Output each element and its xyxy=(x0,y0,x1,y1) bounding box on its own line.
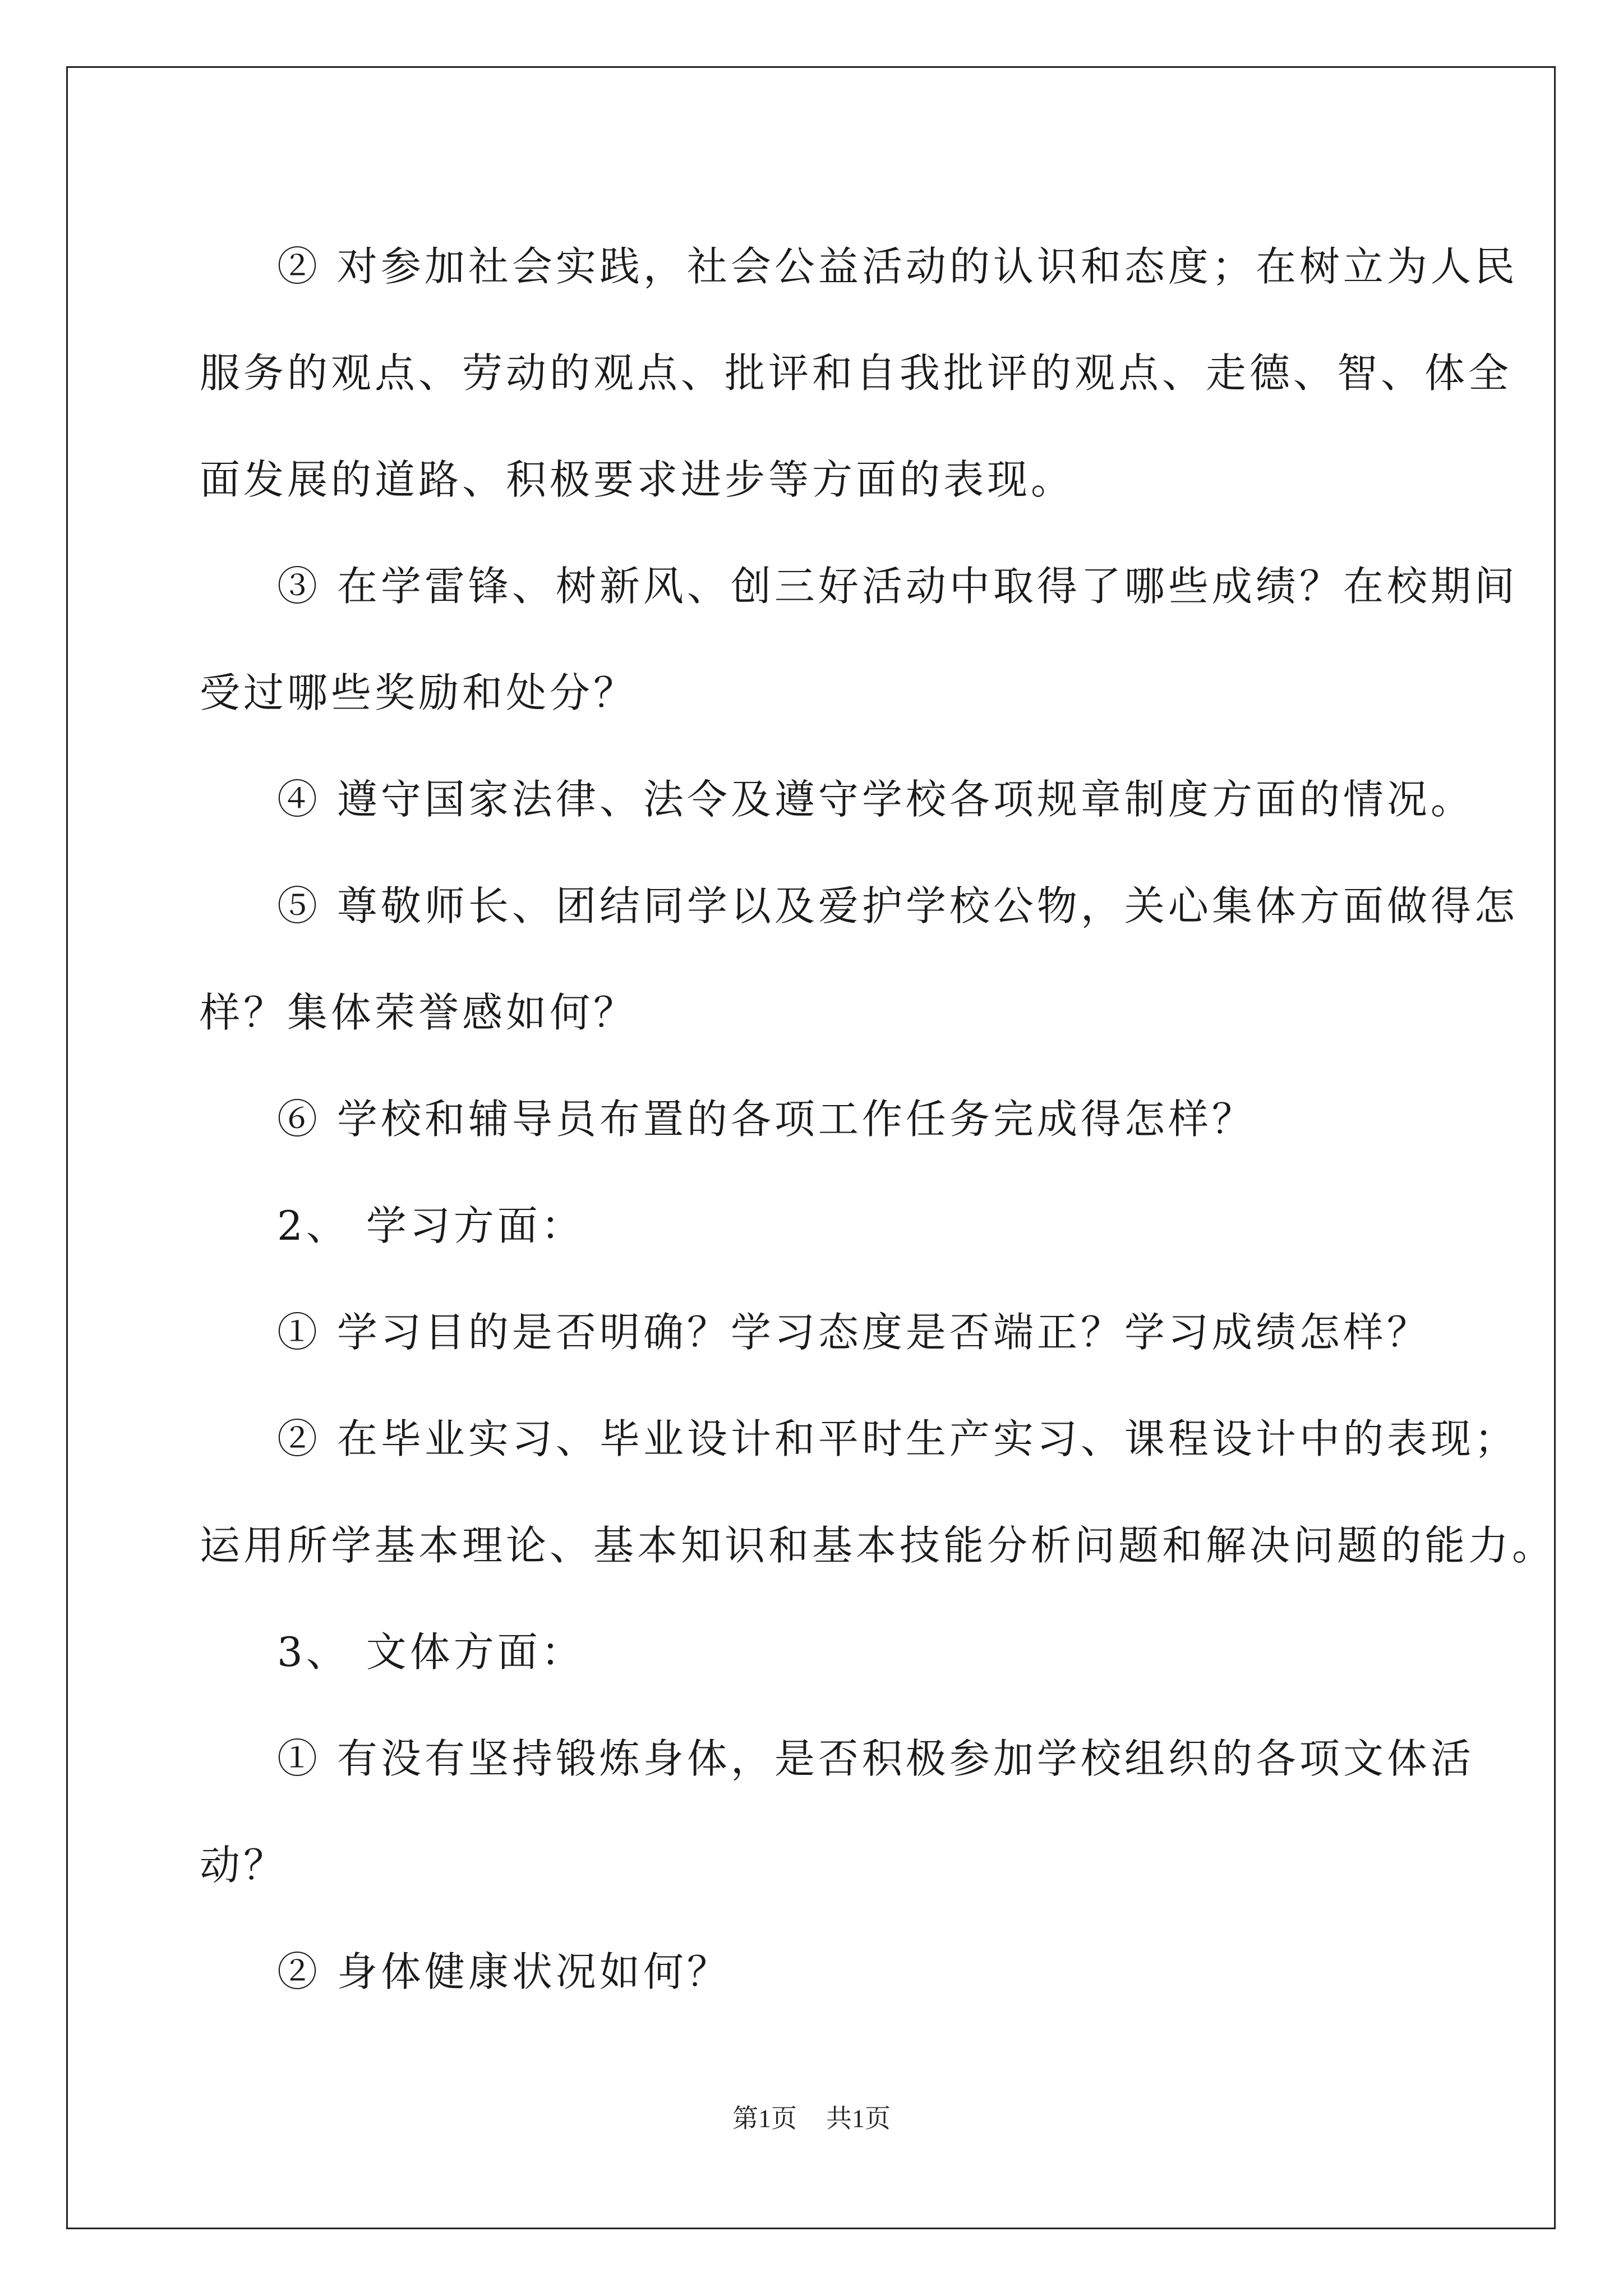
paragraph: 样？集体荣誉感如何？ xyxy=(200,989,638,1036)
page-footer xyxy=(0,2098,1623,2135)
paragraph: 动？ xyxy=(200,1842,288,1889)
paragraph: ③ 在学雷锋、树新风、创三好活动中取得了哪些成绩？在校期间 xyxy=(277,563,1518,610)
paragraph: 服务的观点、劳动的观点、批评和自我批评的观点、走德、智、体全 xyxy=(200,349,1513,397)
section-heading: 3、 文体方面： xyxy=(277,1628,585,1676)
paragraph: ② 身体健康状况如何？ xyxy=(277,1948,731,1995)
page-number: 第1页 xyxy=(732,2104,797,2133)
paragraph: ⑥ 学校和辅导员布置的各项工作任务完成得怎样？ xyxy=(277,1096,1256,1143)
paragraph: ② 对参加社会实践，社会公益活动的认识和态度；在树立为人民 xyxy=(277,243,1518,290)
page-total: 共1页 xyxy=(826,2104,891,2133)
paragraph: ① 学习目的是否明确？学习态度是否端正？学习成绩怎样？ xyxy=(277,1309,1431,1356)
paragraph: ② 在毕业实习、毕业设计和平时生产实习、课程设计中的表现； xyxy=(277,1415,1518,1462)
paragraph: ④ 遵守国家法律、法令及遵守学校各项规章制度方面的情况。 xyxy=(277,776,1474,823)
section-heading: 2、 学习方面： xyxy=(277,1202,585,1249)
document-body xyxy=(200,213,1556,2025)
paragraph: ⑤ 尊敬师长、团结同学以及爱护学校公物，关心集体方面做得怎 xyxy=(277,882,1518,930)
paragraph: 运用所学基本理论、基本知识和基本技能分析问题和解决问题的能力。 xyxy=(200,1522,1556,1569)
paragraph: 面发展的道路、积极要求进步等方面的表现。 xyxy=(200,456,1075,503)
paragraph: 受过哪些奖励和处分？ xyxy=(200,669,638,716)
paragraph: ① 有没有坚持锻炼身体，是否积极参加学校组织的各项文体活 xyxy=(277,1735,1474,1782)
